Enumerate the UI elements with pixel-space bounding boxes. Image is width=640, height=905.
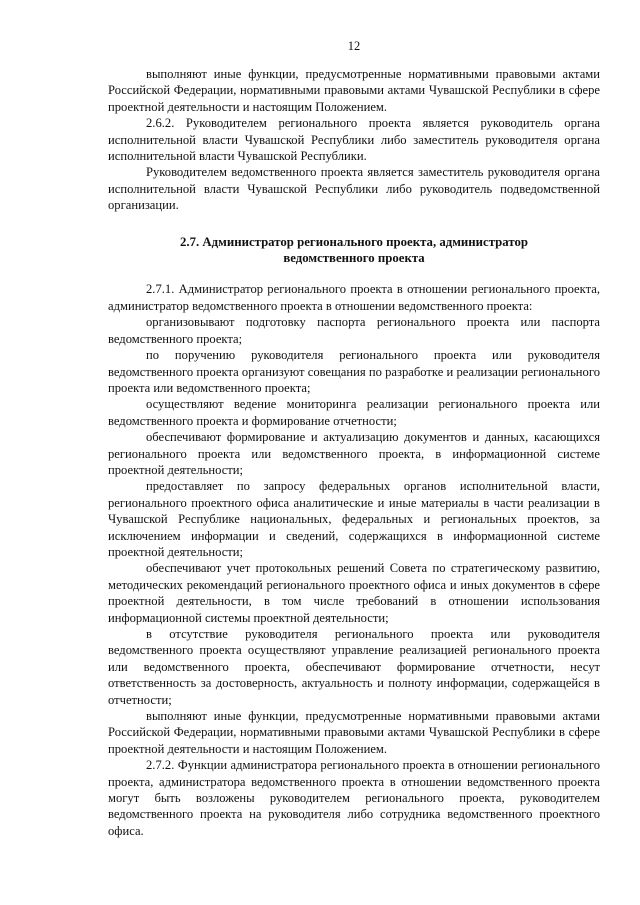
paragraph: 2.7.1. Администратор регионального проекта в отношении регионального проекта, администратор ведомственного проекта в отношении ведомственного проекта: — [108, 282, 600, 313]
list-item: в отсутствие руководителя регионального проекта или руководителя ведомственного проекта осуществляют управление реализацией регионального проекта или ведомственного проекта, обеспечивают формирование отчетности, несут ответственность за достоверность, актуальность и полноту информации, содержащейся в отчетности; — [108, 627, 600, 707]
page-number: 12 — [347, 39, 361, 53]
section-heading-line: 2.7. Администратор регионального проекта, администратор — [180, 234, 528, 249]
list-item: обеспечивают формирование и актуализацию документов и данных, касающихся регионального проекта или ведомственного проекта, в информационной системе проектной деятельности; — [108, 430, 600, 477]
list-item: организовывают подготовку паспорта регионального проекта или паспорта ведомственного проекта; — [108, 315, 600, 346]
list-item: предоставляет по запросу федеральных органов исполнительной власти, регионального проектного офиса аналитические и иные материалы в части реализации в Чувашской Республике национальных, федеральных и региональных проектов, за исключением информации и сведений, содержащихся в информационной системе проектной деятельности; — [108, 479, 600, 559]
paragraph: 2.6.2. Руководителем регионального проекта является руководитель органа исполнительной власти Чувашской Республики либо заместитель руководителя органа исполнительной власти Чувашской Республики. — [108, 116, 600, 164]
section-text-block — [108, 281, 600, 839]
list-item: осуществляют ведение мониторинга реализации регионального проекта или ведомственного проекта и формирование отчетности; — [108, 397, 600, 428]
section-heading — [108, 234, 600, 267]
top-text-block — [108, 66, 600, 214]
paragraph: 2.7.2. Функции администратора регионального проекта в отношении регионального проекта, администратора ведомственного проекта в отношении ведомственного проекта могут быть возложены руководителем регионального проекта, руководителем ведомственного проекта на руководителя либо сотрудника ведомственного проектного офиса. — [108, 758, 600, 838]
list-item: обеспечивают учет протокольных решений Совета по стратегическому развитию, методических рекомендаций регионального проектного офиса и иных документов в сфере проектной деятельности, в том числе требований в отношении использования информационной системы проектной деятельности; — [108, 561, 600, 625]
list-item: выполняют иные функции, предусмотренные нормативными правовыми актами Российской Федерации, нормативными правовыми актами Чувашской Республики в сфере проектной деятельности и настоящим Положением. — [108, 709, 600, 756]
list-item: по поручению руководителя регионального проекта или руководителя ведомственного проекта организуют совещания по разработке и реализации регионального проекта или ведомственного проекта; — [108, 348, 600, 395]
paragraph: Руководителем ведомственного проекта является заместитель руководителя органа исполнительной власти Чувашской Республики либо руководитель подведомственной организации. — [108, 165, 600, 213]
paragraph: выполняют иные функции, предусмотренные нормативными правовыми актами Российской Федерации, нормативными правовыми актами Чувашской Республики в сфере проектной деятельности и настоящим Положением. — [108, 67, 600, 114]
section-heading-line: ведомственного проекта — [283, 251, 425, 266]
